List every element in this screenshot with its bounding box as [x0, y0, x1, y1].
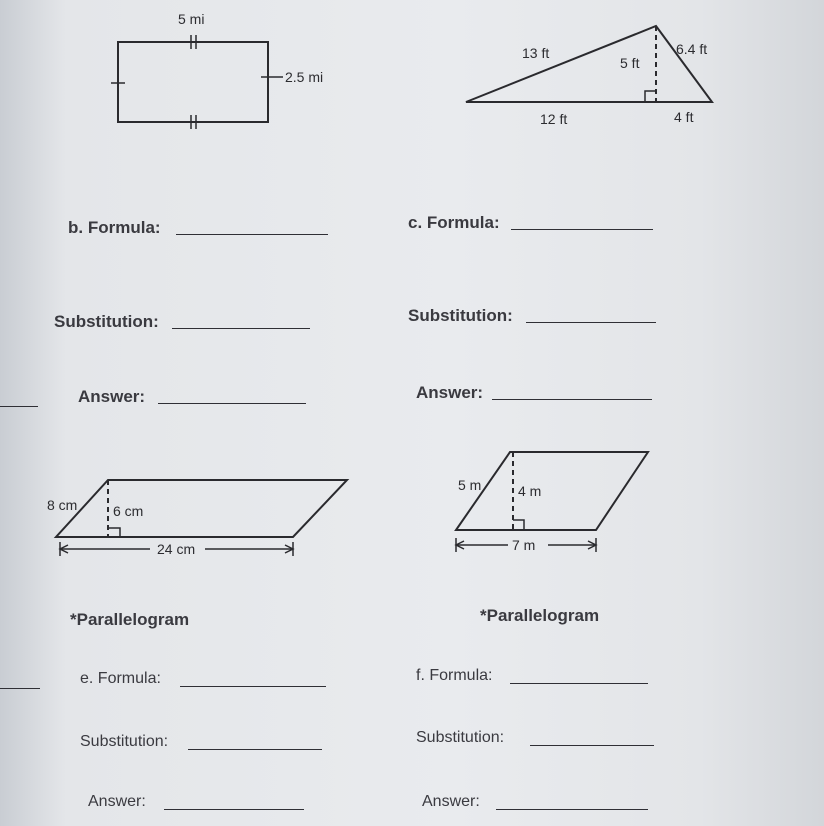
triangle-shape: [466, 26, 712, 102]
c-answer-label: Answer:: [416, 383, 484, 402]
f-formula-blank[interactable]: [510, 683, 648, 684]
f-answer-blank[interactable]: [496, 809, 648, 810]
b-substitution-label: Substitution:: [54, 312, 159, 331]
triangle-height-label: 5 ft: [620, 55, 640, 71]
parallelogram-e-side-label: 8 cm: [47, 497, 78, 513]
b-formula-label: b. Formula:: [68, 218, 161, 237]
e-caption: *Parallelogram: [70, 610, 190, 629]
b-answer-blank[interactable]: [158, 403, 306, 404]
e-formula-blank[interactable]: [180, 686, 326, 687]
rectangle-right-label: 2.5 mi: [285, 69, 324, 85]
e-answer-blank[interactable]: [164, 809, 304, 810]
right-angle-mark: [513, 520, 524, 530]
c-substitution-label: Substitution:: [408, 306, 513, 325]
rectangle-top-label: 5 mi: [178, 11, 205, 27]
parallelogram-f-height-label: 4 m: [518, 483, 542, 499]
b-substitution-blank[interactable]: [172, 328, 310, 329]
triangle-base-label: 12 ft: [540, 111, 568, 127]
c-substitution-blank[interactable]: [526, 322, 656, 323]
right-angle-mark: [645, 91, 656, 102]
rectangle-shape: [118, 42, 268, 122]
c-formula-blank[interactable]: [511, 229, 653, 230]
e-substitution-blank[interactable]: [188, 749, 322, 750]
f-substitution-label: Substitution:: [416, 729, 505, 746]
b-answer-label: Answer:: [78, 387, 146, 406]
parallelogram-f-side-label: 5 m: [458, 477, 482, 493]
right-angle-mark: [108, 528, 120, 537]
parallelogram-f-base-label: 7 m: [512, 537, 536, 553]
parallelogram-f-shape: [456, 452, 648, 530]
c-answer-blank[interactable]: [492, 399, 652, 400]
f-answer-label: Answer:: [422, 793, 480, 810]
triangle-side-label: 6.4 ft: [676, 41, 708, 57]
e-substitution-label: Substitution:: [80, 733, 169, 750]
parallelogram-e-height-label: 6 cm: [113, 503, 144, 519]
c-formula-label: c. Formula:: [408, 213, 500, 232]
triangle-hyp-label: 13 ft: [522, 45, 550, 61]
margin-line: [0, 688, 40, 689]
b-formula-blank[interactable]: [176, 234, 328, 235]
f-substitution-blank[interactable]: [530, 745, 654, 746]
e-formula-label: e. Formula:: [80, 670, 161, 687]
parallelogram-e-base-label: 24 cm: [157, 541, 196, 557]
f-formula-label: f. Formula:: [416, 667, 493, 684]
e-answer-label: Answer:: [88, 793, 146, 810]
parallelogram-e-shape: [56, 480, 347, 537]
f-caption: *Parallelogram: [480, 606, 600, 625]
triangle-extension-label: 4 ft: [674, 109, 694, 125]
margin-line: [0, 406, 38, 407]
